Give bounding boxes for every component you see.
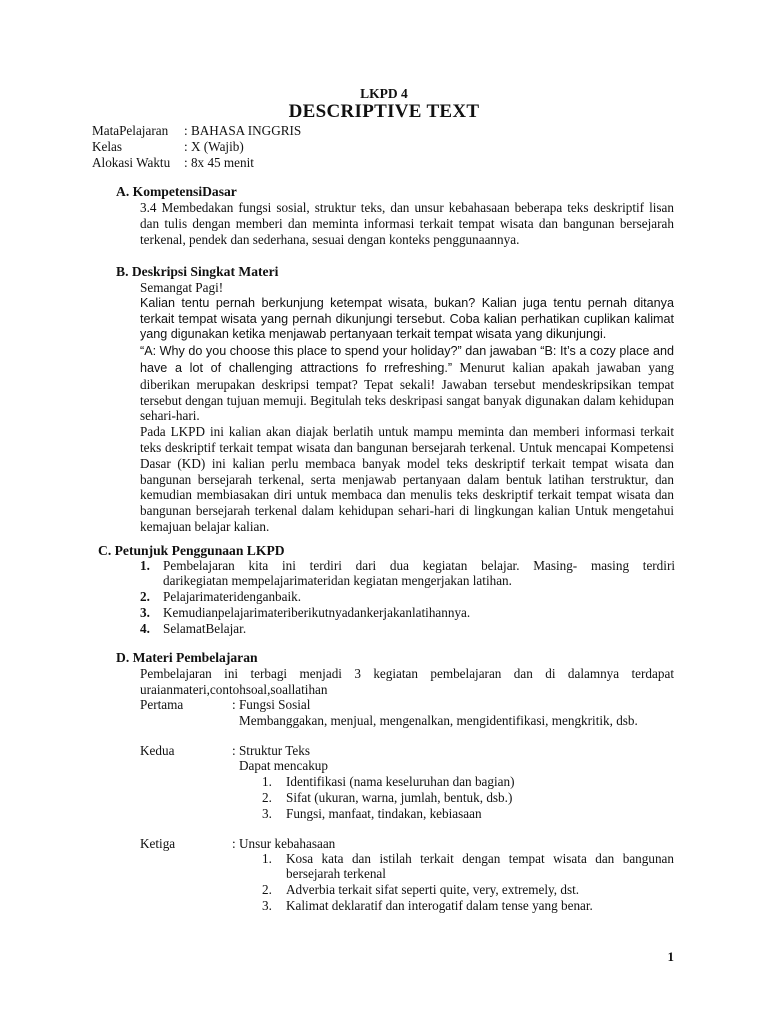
paragraph — [140, 343, 674, 424]
list-number: 3. — [262, 806, 272, 821]
competency-text: 3.4 Membedakan fungsi sosial, struktur teks, dan unsur kebahasaan beberapa teks deskriptif lisan dan tulis dengan memberi dan meminta informasi terkait tempat wisata dan bangunan bersejarah terkenal, pendek dan sederhana, sesuai dengan konteks penggunaannya. — [140, 200, 674, 247]
info-value: : 8x 45 menit — [184, 155, 254, 170]
list-item: Sifat (ukuran, warna, jumlah, bentuk, dsb.) — [286, 790, 513, 805]
info-key: Alokasi Waktu — [92, 155, 171, 170]
list-item: Adverbia terkait sifat seperti quite, very, extremely, dst. — [286, 882, 580, 897]
list-item: Identifikasi (nama keseluruhan dan bagian) — [286, 774, 515, 789]
activity-topic: : Struktur Teks — [232, 743, 310, 758]
list-item: SelamatBelajar. — [163, 621, 247, 636]
section-b-body — [140, 280, 674, 535]
activity-label: Kedua — [140, 743, 175, 758]
list-number: 1. — [262, 851, 272, 866]
list-number: 2. — [140, 589, 150, 604]
list-item: Fungsi, manfaat, tindakan, kebiasaan — [286, 806, 482, 821]
dialogue-example: “A: Why do you choose this place to spend your holiday?” dan jawaban “B: It’s a cozy place and have a lot of challenging attractions fo rrefreshing.” — [140, 344, 674, 375]
activity-label: Ketiga — [140, 836, 176, 851]
materials-intro: Pembelajaran ini terbagi menjadi 3 kegiatan pembelajaran dan di dalamnya terdapat — [140, 666, 674, 681]
info-key: Kelas — [92, 139, 123, 154]
materials-intro-continuation: uraianmateri,contohsoal,soallatihan — [140, 682, 328, 697]
activity-detail: Membanggakan, menjual, mengenalkan, mengidentifikasi, mengkritik, dsb. — [239, 713, 638, 728]
page-number: 1 — [667, 949, 674, 964]
info-value: : X (Wajib) — [184, 139, 244, 154]
document-title: DESCRIPTIVE TEXT — [288, 101, 480, 122]
list-number: 4. — [140, 621, 150, 636]
list-number: 1. — [262, 774, 272, 789]
paragraph: Pada LKPD ini kalian akan diajak berlatih untuk mampu meminta dan memberi informasi terkait teks deskriptif terkait tempat wisata dan bangunan bersejarah terkenal. Untuk mencapai Kompetensi Dasar (KD) ini kalian perlu membaca banyak model teks deskriptif terkait tempat wisata dan bangunan bersejarah terkenal, serta menjawab pertanyaan dalam bentuk latihan terstruktur, dan kemudian membiasakan diri untuk membaca dan menulis teks deskriptif terkait tempat wisata dan bangunan bersejarah terkenal dalam kehidupan sehari-hari di lingkungan kalian Untuk mengetahui kemajuan belajar kalian. — [140, 424, 674, 534]
list-item: Kalimat deklaratif dan interogatif dalam tense yang benar. — [286, 898, 593, 913]
list-item-continuation: bersejarah terkenal — [286, 866, 386, 881]
list-item: Pelajarimateridenganbaik. — [163, 589, 302, 604]
activity-topic: : Unsur kebahasaan — [232, 836, 336, 851]
list-number: 3. — [140, 605, 150, 620]
greeting: Semangat Pagi! — [140, 280, 224, 295]
list-number: 1. — [140, 558, 150, 573]
activity-label: Pertama — [140, 697, 184, 712]
activity-topic: : Fungsi Sosial — [232, 697, 311, 712]
section-a-title: A. KompetensiDasar — [116, 184, 237, 199]
info-value: : BAHASA INGGRIS — [184, 123, 302, 138]
dialogue-explanation: Menurut kalian apakah jawaban yang diberikan merupakan deskripsi tempat? Tepat sekali! Jawaban tersebut mendeskripsikan tempat tersebut dengan tujuan memuji. Begitulah teks deskripasi sangat banyak digunakan dalam kehidupan sehari-hari. — [140, 359, 674, 424]
list-item: Kosa kata dan istilah terkait dengan tempat wisata dan bangunan — [286, 851, 674, 866]
paragraph: Kalian tentu pernah berkunjung ketempat wisata, bukan? Kalian juga tentu pernah ditanya terkait tempat wisata yang pernah dikunjungi tersebut. Coba kalian perhatikan cuplikan kalimat yang digunakan ketika menjawab pertanyaan terkait tempat wisata yang dikunjungi. — [140, 295, 674, 342]
list-number: 2. — [262, 882, 272, 897]
section-c-title: C. Petunjuk Penggunaan LKPD — [98, 543, 285, 558]
section-d-title: D. Materi Pembelajaran — [116, 650, 258, 665]
section-a-body — [140, 200, 674, 247]
list-number: 3. — [262, 898, 272, 913]
list-item: Pembelajaran kita ini terdiri dari dua kegiatan belajar. Masing- masing terdiri — [163, 558, 675, 573]
activity-subtitle: Dapat mencakup — [239, 758, 328, 773]
info-key: MataPelajaran — [92, 123, 169, 138]
lkpd-label: LKPD 4 — [360, 86, 408, 101]
section-b-title: B. Deskripsi Singkat Materi — [116, 264, 279, 279]
list-item-continuation: darikegiatan mempelajarimateridan kegiatan mengerjakan latihan. — [163, 573, 512, 588]
list-item: Kemudianpelajarimateriberikutnyadankerjakanlatihannya. — [163, 605, 471, 620]
list-number: 2. — [262, 790, 272, 805]
